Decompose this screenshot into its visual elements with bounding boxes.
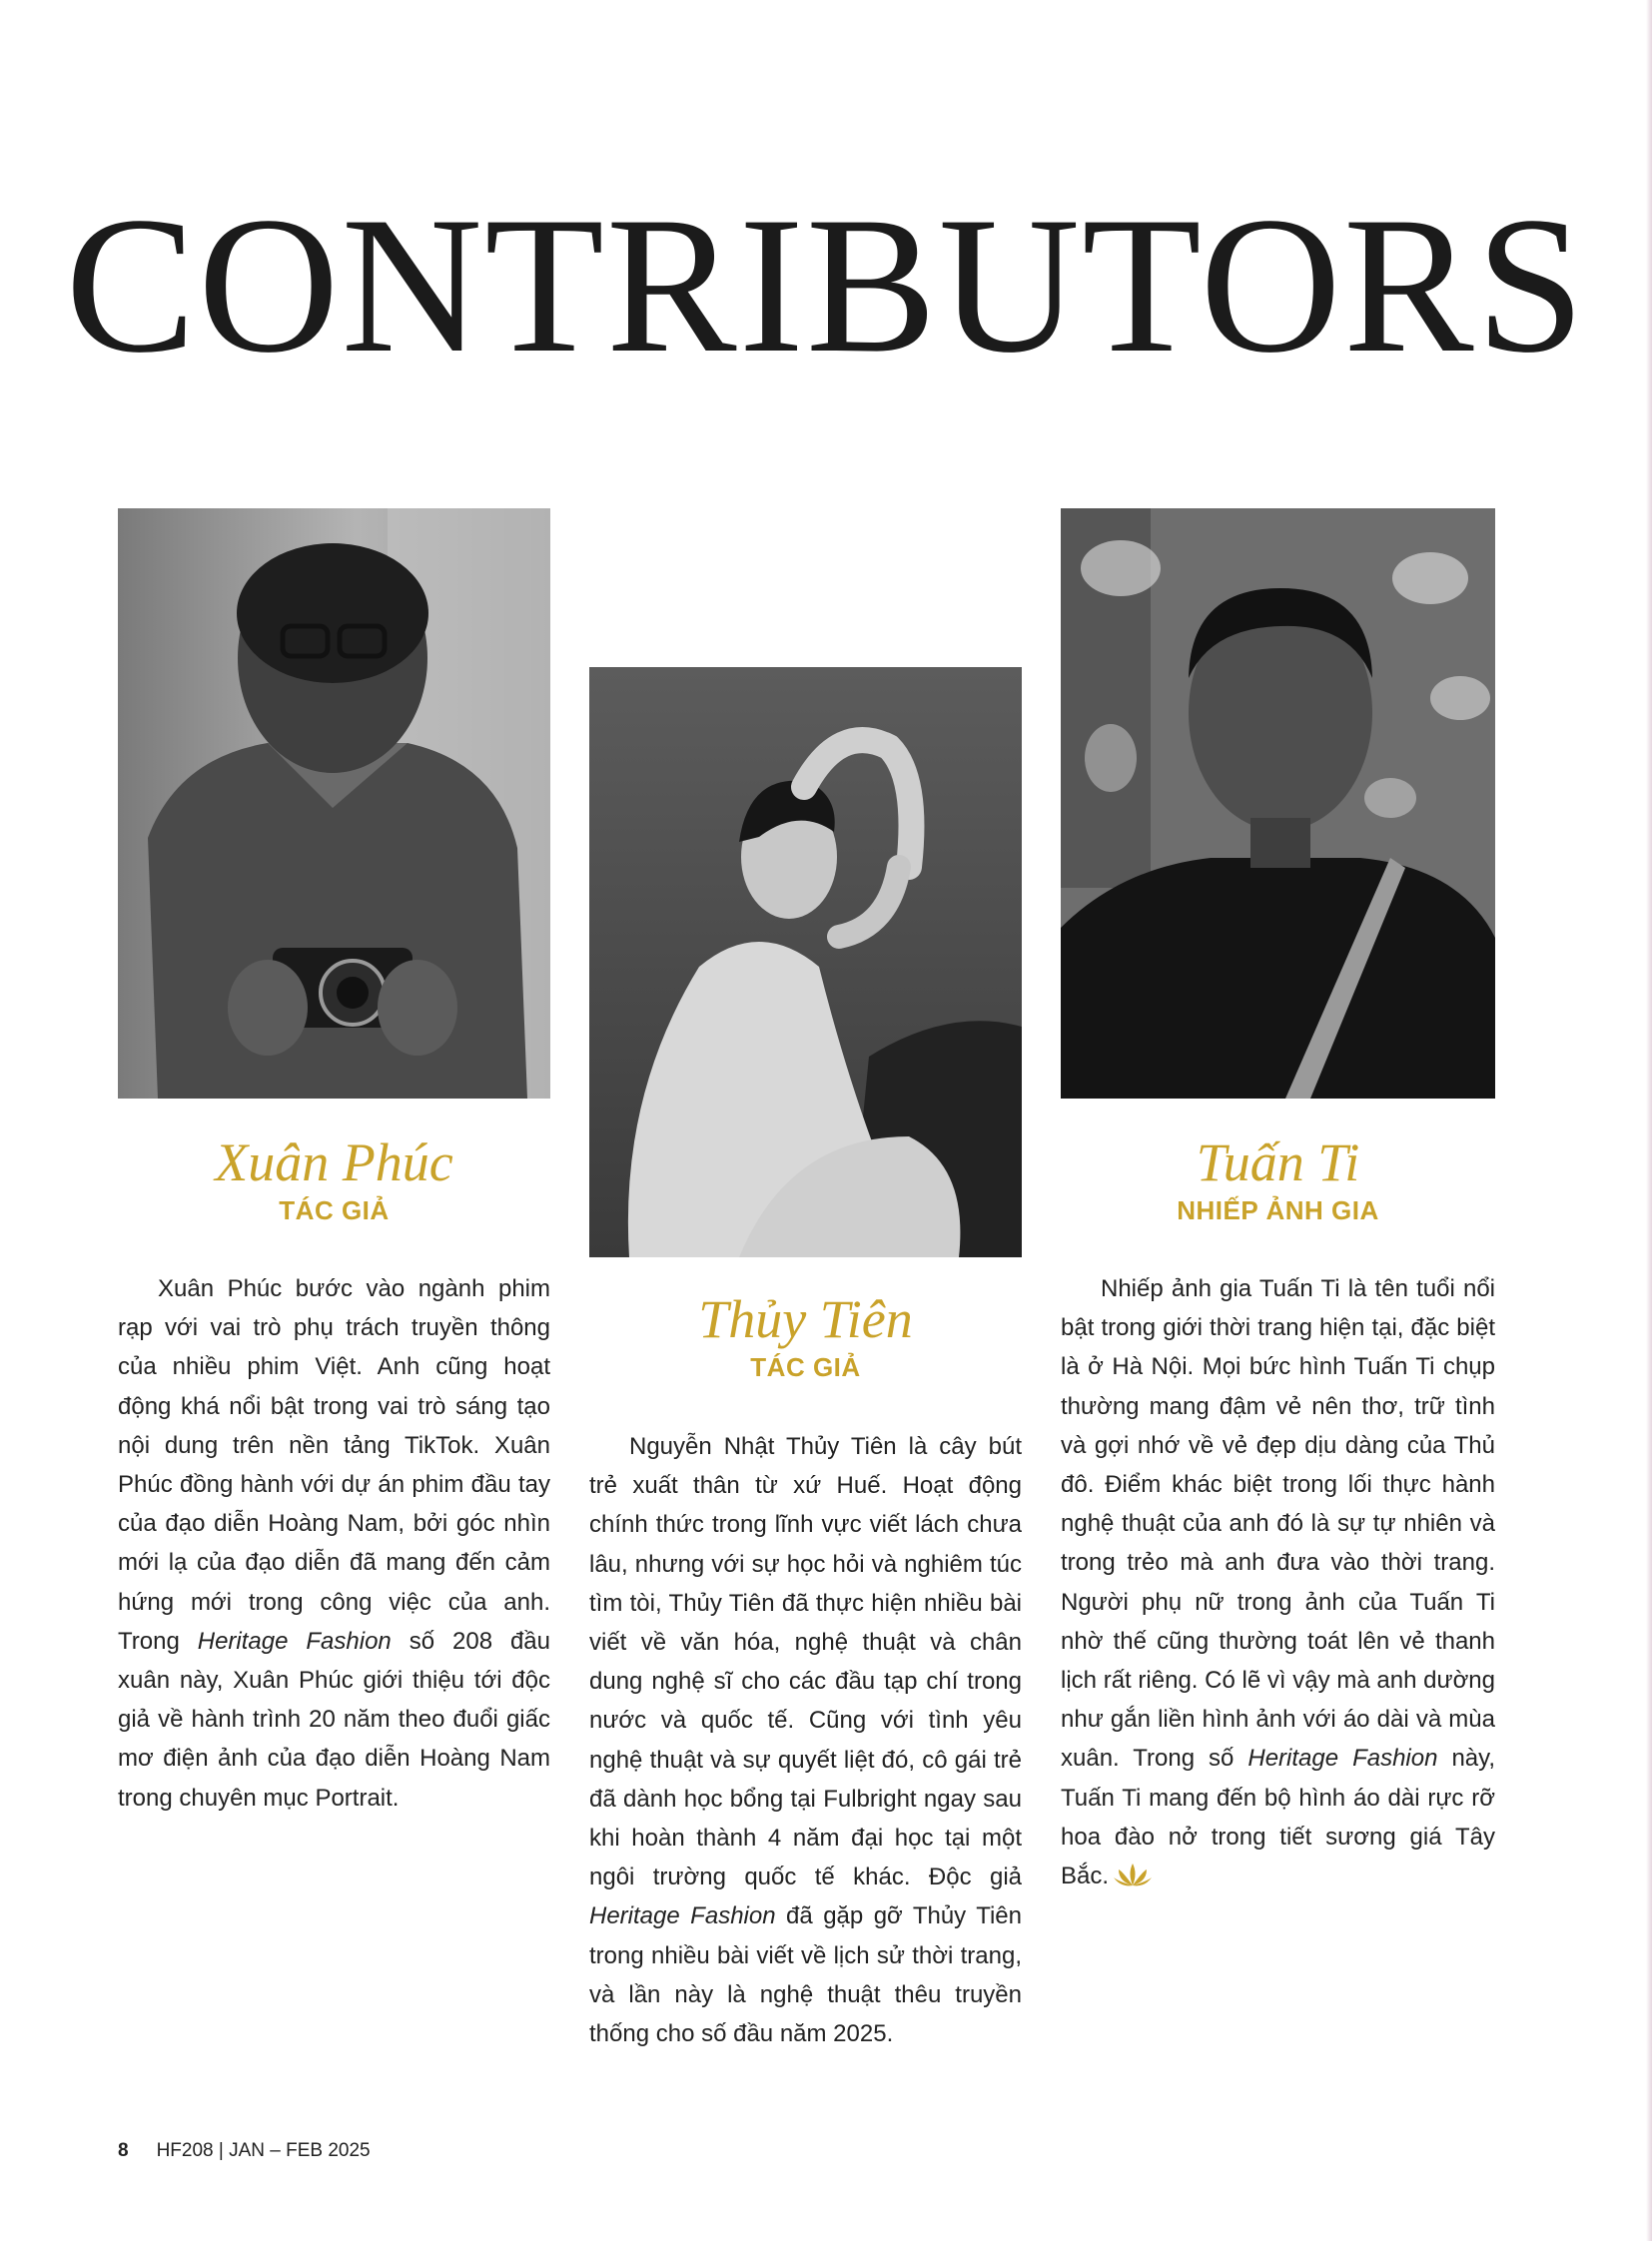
- contributor-role-thuy-tien: TÁC GIẢ: [750, 1352, 861, 1382]
- contributor-role-xuan-phuc: TÁC GIẢ: [279, 1195, 390, 1225]
- contributor-name-xuan-phuc: Xuân Phúc: [215, 1132, 453, 1192]
- publication-name: Heritage Fashion: [589, 1902, 776, 1930]
- page-title: CONTRIBUTORS: [65, 177, 1587, 393]
- issue-label: HF208 | JAN – FEB 2025: [156, 2140, 371, 2161]
- contributor-photo-xuan-phuc: [118, 508, 550, 1099]
- contributor-photo-tuan-ti: [1061, 508, 1495, 1099]
- publication-name: Heritage Fashion: [1247, 1745, 1438, 1773]
- contributor-bio-xuan-phuc: Xuân Phúc bước vào ngành phim rạp với vai trò phụ trách truyền thông của nhiều phim Việt. Anh cũng hoạt động khá nổi bật trong vai trò sáng tạo nội dung trên nền tảng TikTok. Xuân Phúc đồng hành với dự án phim đầu tay của đạo diễn Hoàng Nam, bởi góc nhìn mới lạ của đạo diễn đã mang đến cảm hứng mới trong công việc của anh. Trong Heritage Fashion số 208 đầu xuân này, Xuân Phúc giới thiệu tới độc giả về hành trình 20 năm theo đuổi giấc mơ điện ảnh của đạo diễn Hoàng Nam trong chuyên mục Portrait.: [118, 1275, 551, 1812]
- contributor-role-tuan-ti: NHIẾP ẢNH GIA: [1177, 1195, 1379, 1225]
- contributor-bio-tuan-ti: Nhiếp ảnh gia Tuấn Ti là tên tuổi nổi bật trong giới thời trang hiện tại, đặc biệt là ở Hà Nội. Mọi bức hình Tuấn Ti chụp thường mang đậm vẻ nên thơ, trữ tình và gợi nhớ về vẻ đẹp dịu dàng của Thủ đô. Điểm khác biệt trong lối thực hành nghệ thuật của anh đó là sự tự nhiên và trong trẻo mà anh đưa vào thời trang. Người phụ nữ trong ảnh của Tuấn Ti nhờ thế cũng thường toát lên vẻ thanh lịch rất riêng. Có lẽ vì vậy mà anh dường như gắn liền hình ảnh với áo dài và mùa xuân. Trong số Heritage Fashion này, Tuấn Ti mang đến bộ hình áo dài rực rỡ hoa đào nở trong tiết sương giá Tây Bắc.: [1061, 1275, 1496, 1890]
- contributor-photo-thuy-tien: [589, 667, 1022, 1257]
- lotus-icon: [1113, 1862, 1153, 1887]
- contributor-name-thuy-tien: Thủy Tiên: [698, 1289, 913, 1349]
- contributor-name-tuan-ti: Tuấn Ti: [1196, 1132, 1360, 1192]
- contributor-bio-thuy-tien: Nguyễn Nhật Thủy Tiên là cây bút trẻ xuất thân từ xứ Huế. Hoạt động chính thức trong lĩnh vực viết lách chưa lâu, nhưng với sự học hỏi và nghiêm túc tìm tòi, Thủy Tiên đã thực hiện nhiều bài viết về văn hóa, nghệ thuật và chân dung nghệ sĩ cho các đầu tạp chí trong nước và quốc tế. Cũng với tình yêu nghệ thuật và sự quyết liệt đó, cô gái trẻ đã dành học bổng tại Fulbright ngay sau khi hoàn thành 4 năm đại học tại một ngôi trường quốc tế khác. Độc giả Heritage Fashion đã gặp gỡ Thủy Tiên trong nhiều bài viết về lịch sử thời trang, và lần này là nghệ thuật thêu truyền thống cho số đầu năm 2025.: [589, 1433, 1022, 2048]
- page-footer: [118, 2140, 371, 2162]
- publication-name: Heritage Fashion: [197, 1627, 392, 1655]
- page-number: 8: [118, 2140, 129, 2161]
